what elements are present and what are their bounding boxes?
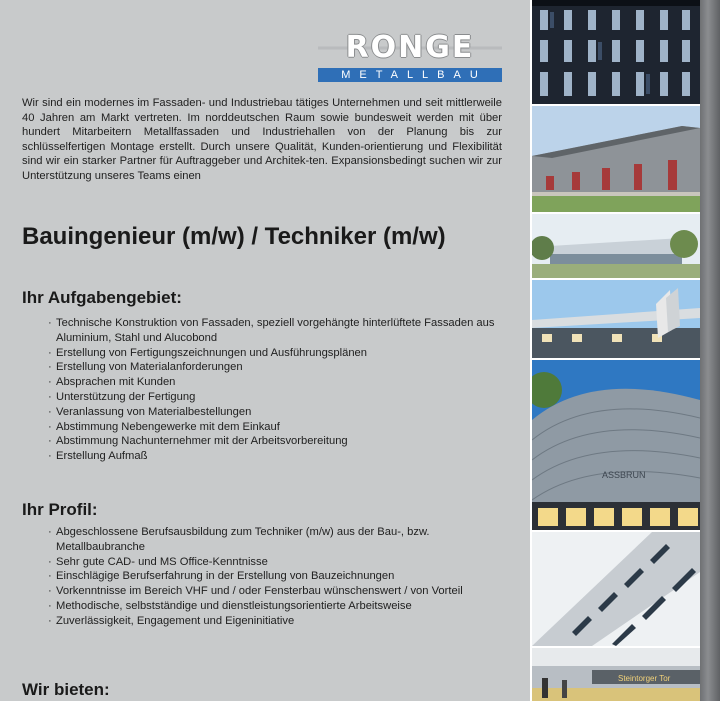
white-panel-facade-photo: [532, 532, 700, 646]
dark-facade-building-photo: [532, 0, 700, 104]
list-item: · Technische Konstruktion von Fassaden, speziell vorgehängte hinterlüftete Fassaden aus Aluminium, Stahl und Alucobond: [48, 316, 518, 346]
industrial-hall-photo: [532, 106, 700, 212]
job-title: Bauingenieur (m/w) / Techniker (m/w): [22, 223, 446, 250]
intro-text: Wir sind ein modernes im Fassaden- und Industriebau tätiges Unternehmen und seit mittlerweile 40 Jahren am Markt vertreten. Im norddeutschen Raum sowie bundesweit werden mit über hundert Mitarbeitern Metallfassaden und Industriehallen von der Planung bis zur schlüsselfertigen Montage erstellt. Durch unsere Qualität, Kunden-orientierung und Flexibilität sind wir ein starker Partner für Auftraggeber und Architek-ten. Expansionsbedingt suchen wir zur Unterstützung unseres Teams einen: [22, 97, 502, 182]
edge-stripe: [700, 0, 720, 701]
tasks-list: [48, 316, 518, 464]
tasks-title: Ihr Aufgabengebiet:: [22, 288, 182, 307]
list-item: · Unterstützung der Fertigung: [48, 390, 518, 405]
list-item: · Methodische, selbstständige und dienstleistungsorientierte Arbeitsweise: [48, 599, 518, 614]
profile-title: Ihr Profil:: [22, 500, 98, 519]
station-sign-text: Steintorger Tor: [618, 674, 671, 683]
list-item: · Vorkenntnisse im Bereich VHF und / oder Fensterbau wünschenswert / von Vorteil: [48, 584, 518, 599]
list-item: · Erstellung von Fertigungszeichnungen und Ausführungsplänen: [48, 346, 518, 361]
station-interior-photo: [532, 648, 700, 701]
list-item: · Einschlägige Berufserfahrung in der Erstellung von Bauzeichnungen: [48, 569, 518, 584]
canopy-entrance-photo: [532, 280, 700, 358]
offer-title: Wir bieten:: [22, 680, 110, 699]
logo-subtitle: METALLBAU: [318, 68, 502, 82]
logo-wordmark: RONGE: [318, 32, 502, 64]
photo-column: [532, 0, 700, 701]
list-item: · Sehr gute CAD- und MS Office-Kenntnisse: [48, 555, 518, 570]
list-item: · Erstellung von Materialanforderungen: [48, 360, 518, 375]
list-item: · Abstimmung Nachunternehmer mit der Arbeitsvorbereitung: [48, 434, 518, 449]
list-item: · Abgeschlossene Berufsausbildung zum Techniker (m/w) aus der Bau-, bzw. Metallbaubranche: [48, 525, 518, 555]
list-item: · Absprachen mit Kunden: [48, 375, 518, 390]
list-item: · Zuverlässigkeit, Engagement und Eigeninitiative: [48, 614, 518, 629]
low-glass-building-photo: [532, 214, 700, 278]
company-logo: [318, 32, 502, 82]
list-item: · Erstellung Aufmaß: [48, 449, 518, 464]
curved-metal-facade-photo: [532, 360, 700, 530]
facade-sign-text: ASSBRUN: [602, 470, 646, 480]
list-item: · Abstimmung Nebengewerke mit dem Einkauf: [48, 420, 518, 435]
profile-list: [48, 525, 518, 629]
list-item: · Veranlassung von Materialbestellungen: [48, 405, 518, 420]
